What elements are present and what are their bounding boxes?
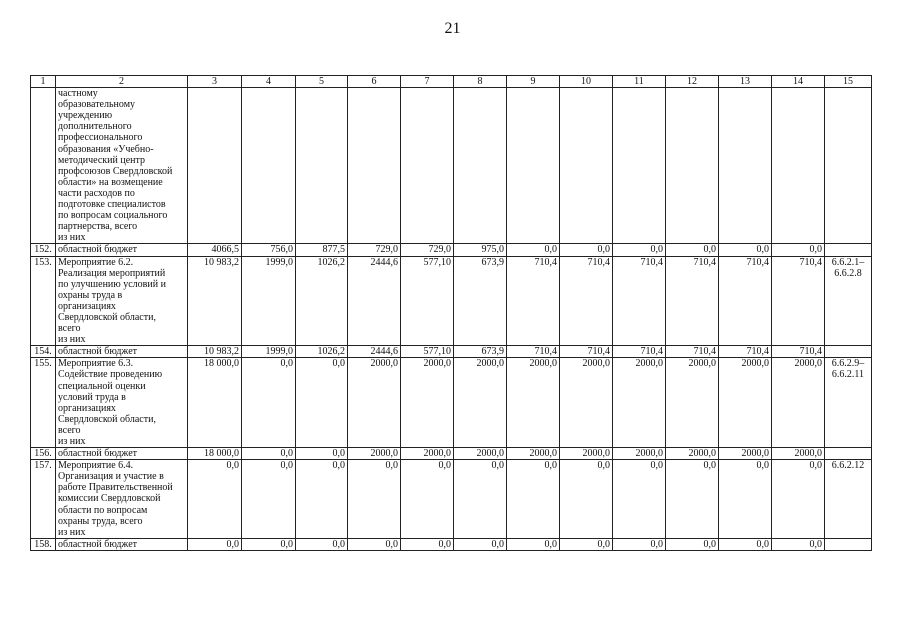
row-value-cell: 2000,0 [666, 358, 719, 448]
row-value-cell: 2000,0 [348, 358, 401, 448]
header-cell: 7 [401, 76, 454, 88]
row-description-cell: областной бюджет [56, 538, 188, 550]
header-cell: 10 [560, 76, 613, 88]
header-cell: 12 [666, 76, 719, 88]
row-value-cell [242, 88, 296, 244]
row-value-cell: 710,4 [560, 256, 613, 346]
row-number-cell: 155. [31, 358, 56, 448]
row-value-cell: 0,0 [772, 538, 825, 550]
row-reference-cell: 6.6.2.1– 6.6.2.8 [825, 256, 872, 346]
row-description-cell: областной бюджет [56, 244, 188, 256]
row-value-cell: 673,9 [454, 256, 507, 346]
row-value-cell: 2000,0 [666, 448, 719, 460]
row-value-cell [296, 88, 348, 244]
row-value-cell [454, 88, 507, 244]
row-value-cell: 710,4 [772, 256, 825, 346]
row-number-cell: 156. [31, 448, 56, 460]
row-value-cell: 2000,0 [719, 448, 772, 460]
header-cell: 6 [348, 76, 401, 88]
row-value-cell [772, 88, 825, 244]
row-value-cell: 710,4 [560, 346, 613, 358]
row-description-cell: областной бюджет [56, 448, 188, 460]
row-description-cell: Мероприятие 6.2. Реализация мероприятий по улучшению условий и охраны труда в организациях Свердловской области, всего из них [56, 256, 188, 346]
row-value-cell: 0,0 [719, 244, 772, 256]
row-value-cell: 0,0 [613, 460, 666, 539]
row-description-cell: областной бюджет [56, 346, 188, 358]
row-value-cell: 0,0 [507, 244, 560, 256]
row-value-cell: 2000,0 [401, 358, 454, 448]
row-reference-cell: 6.6.2.9– 6.6.2.11 [825, 358, 872, 448]
row-value-cell [613, 88, 666, 244]
row-value-cell: 0,0 [772, 460, 825, 539]
row-value-cell: 0,0 [613, 538, 666, 550]
row-value-cell: 0,0 [242, 358, 296, 448]
row-number-cell [31, 88, 56, 244]
row-value-cell: 756,0 [242, 244, 296, 256]
row-reference-cell: 6.6.2.12 [825, 460, 872, 539]
row-value-cell: 0,0 [666, 460, 719, 539]
row-value-cell: 0,0 [560, 460, 613, 539]
row-value-cell: 0,0 [719, 460, 772, 539]
row-value-cell: 0,0 [666, 244, 719, 256]
row-value-cell: 0,0 [772, 244, 825, 256]
row-value-cell: 0,0 [296, 358, 348, 448]
row-value-cell: 0,0 [296, 538, 348, 550]
row-value-cell: 0,0 [560, 244, 613, 256]
row-value-cell: 0,0 [507, 460, 560, 539]
row-value-cell: 710,4 [613, 346, 666, 358]
row-value-cell: 0,0 [242, 460, 296, 539]
row-value-cell: 0,0 [242, 538, 296, 550]
row-value-cell: 2000,0 [454, 448, 507, 460]
table-row [31, 460, 872, 539]
row-value-cell: 10 983,2 [188, 256, 242, 346]
row-value-cell: 710,4 [507, 346, 560, 358]
row-value-cell: 710,4 [666, 346, 719, 358]
row-value-cell [666, 88, 719, 244]
row-value-cell: 975,0 [454, 244, 507, 256]
header-cell: 2 [56, 76, 188, 88]
row-value-cell: 2000,0 [507, 358, 560, 448]
row-value-cell: 1026,2 [296, 256, 348, 346]
table-row [31, 88, 872, 244]
header-cell: 3 [188, 76, 242, 88]
row-value-cell: 0,0 [613, 244, 666, 256]
table-row [31, 538, 872, 550]
row-value-cell: 0,0 [560, 538, 613, 550]
row-number-cell: 152. [31, 244, 56, 256]
row-value-cell: 0,0 [188, 538, 242, 550]
row-value-cell: 4066,5 [188, 244, 242, 256]
row-value-cell: 2000,0 [560, 358, 613, 448]
header-cell: 1 [31, 76, 56, 88]
row-value-cell: 0,0 [666, 538, 719, 550]
row-number-cell: 158. [31, 538, 56, 550]
row-value-cell: 0,0 [348, 538, 401, 550]
table-row [31, 448, 872, 460]
row-reference-cell [825, 346, 872, 358]
row-value-cell: 2000,0 [772, 448, 825, 460]
row-value-cell: 2000,0 [454, 358, 507, 448]
row-value-cell: 2000,0 [613, 358, 666, 448]
row-value-cell: 0,0 [719, 538, 772, 550]
row-number-cell: 157. [31, 460, 56, 539]
row-value-cell: 710,4 [666, 256, 719, 346]
header-cell: 8 [454, 76, 507, 88]
page-number: 21 [444, 20, 461, 37]
row-value-cell: 1026,2 [296, 346, 348, 358]
row-value-cell: 0,0 [296, 460, 348, 539]
table-row [31, 346, 872, 358]
table-row [31, 256, 872, 346]
table-row [31, 244, 872, 256]
row-value-cell: 0,0 [348, 460, 401, 539]
header-cell: 14 [772, 76, 825, 88]
row-value-cell: 0,0 [401, 538, 454, 550]
row-value-cell [348, 88, 401, 244]
row-reference-cell [825, 538, 872, 550]
row-number-cell: 153. [31, 256, 56, 346]
row-value-cell: 0,0 [454, 460, 507, 539]
row-value-cell: 710,4 [613, 256, 666, 346]
row-value-cell: 2444,6 [348, 346, 401, 358]
row-value-cell: 1999,0 [242, 256, 296, 346]
budget-table [30, 75, 872, 551]
header-cell: 11 [613, 76, 666, 88]
row-value-cell: 2444,6 [348, 256, 401, 346]
row-reference-cell [825, 448, 872, 460]
row-value-cell: 10 983,2 [188, 346, 242, 358]
header-cell: 13 [719, 76, 772, 88]
row-value-cell: 0,0 [242, 448, 296, 460]
row-value-cell: 0,0 [296, 448, 348, 460]
row-value-cell: 2000,0 [348, 448, 401, 460]
row-value-cell [401, 88, 454, 244]
table-row [31, 358, 872, 448]
row-value-cell: 0,0 [454, 538, 507, 550]
row-value-cell: 710,4 [772, 346, 825, 358]
row-value-cell: 2000,0 [719, 358, 772, 448]
row-value-cell: 673,9 [454, 346, 507, 358]
row-value-cell: 2000,0 [507, 448, 560, 460]
row-value-cell: 577,10 [401, 256, 454, 346]
row-value-cell: 710,4 [507, 256, 560, 346]
row-value-cell: 710,4 [719, 256, 772, 346]
row-value-cell [507, 88, 560, 244]
row-value-cell: 1999,0 [242, 346, 296, 358]
row-value-cell: 729,0 [401, 244, 454, 256]
row-value-cell [188, 88, 242, 244]
row-value-cell: 18 000,0 [188, 448, 242, 460]
row-value-cell: 710,4 [719, 346, 772, 358]
row-value-cell: 2000,0 [401, 448, 454, 460]
row-value-cell: 2000,0 [613, 448, 666, 460]
row-description-cell: Мероприятие 6.3. Содействие проведению специальной оценки условий труда в организациях Свердловской области, всего из них [56, 358, 188, 448]
row-number-cell: 154. [31, 346, 56, 358]
header-cell: 9 [507, 76, 560, 88]
row-value-cell [719, 88, 772, 244]
row-description-cell: Мероприятие 6.4. Организация и участие в работе Правительственной комиссии Свердловской области по вопросам охраны труда, всего из них [56, 460, 188, 539]
table-header-row [31, 76, 872, 88]
row-reference-cell [825, 88, 872, 244]
row-value-cell: 729,0 [348, 244, 401, 256]
row-value-cell: 18 000,0 [188, 358, 242, 448]
row-value-cell: 2000,0 [772, 358, 825, 448]
row-value-cell: 0,0 [188, 460, 242, 539]
row-value-cell [560, 88, 613, 244]
header-cell: 15 [825, 76, 872, 88]
row-value-cell: 877,5 [296, 244, 348, 256]
row-description-cell: частному образовательному учреждению дополнительного профессионального образования «Учебно- методический центр профсоюзов Свердловской области» на возмещение части расходов по подготовке специалистов по вопросам социального партнерства, всего из них [56, 88, 188, 244]
header-cell: 4 [242, 76, 296, 88]
row-value-cell: 0,0 [507, 538, 560, 550]
row-reference-cell [825, 244, 872, 256]
row-value-cell: 577,10 [401, 346, 454, 358]
header-cell: 5 [296, 76, 348, 88]
row-value-cell: 0,0 [401, 460, 454, 539]
row-value-cell: 2000,0 [560, 448, 613, 460]
